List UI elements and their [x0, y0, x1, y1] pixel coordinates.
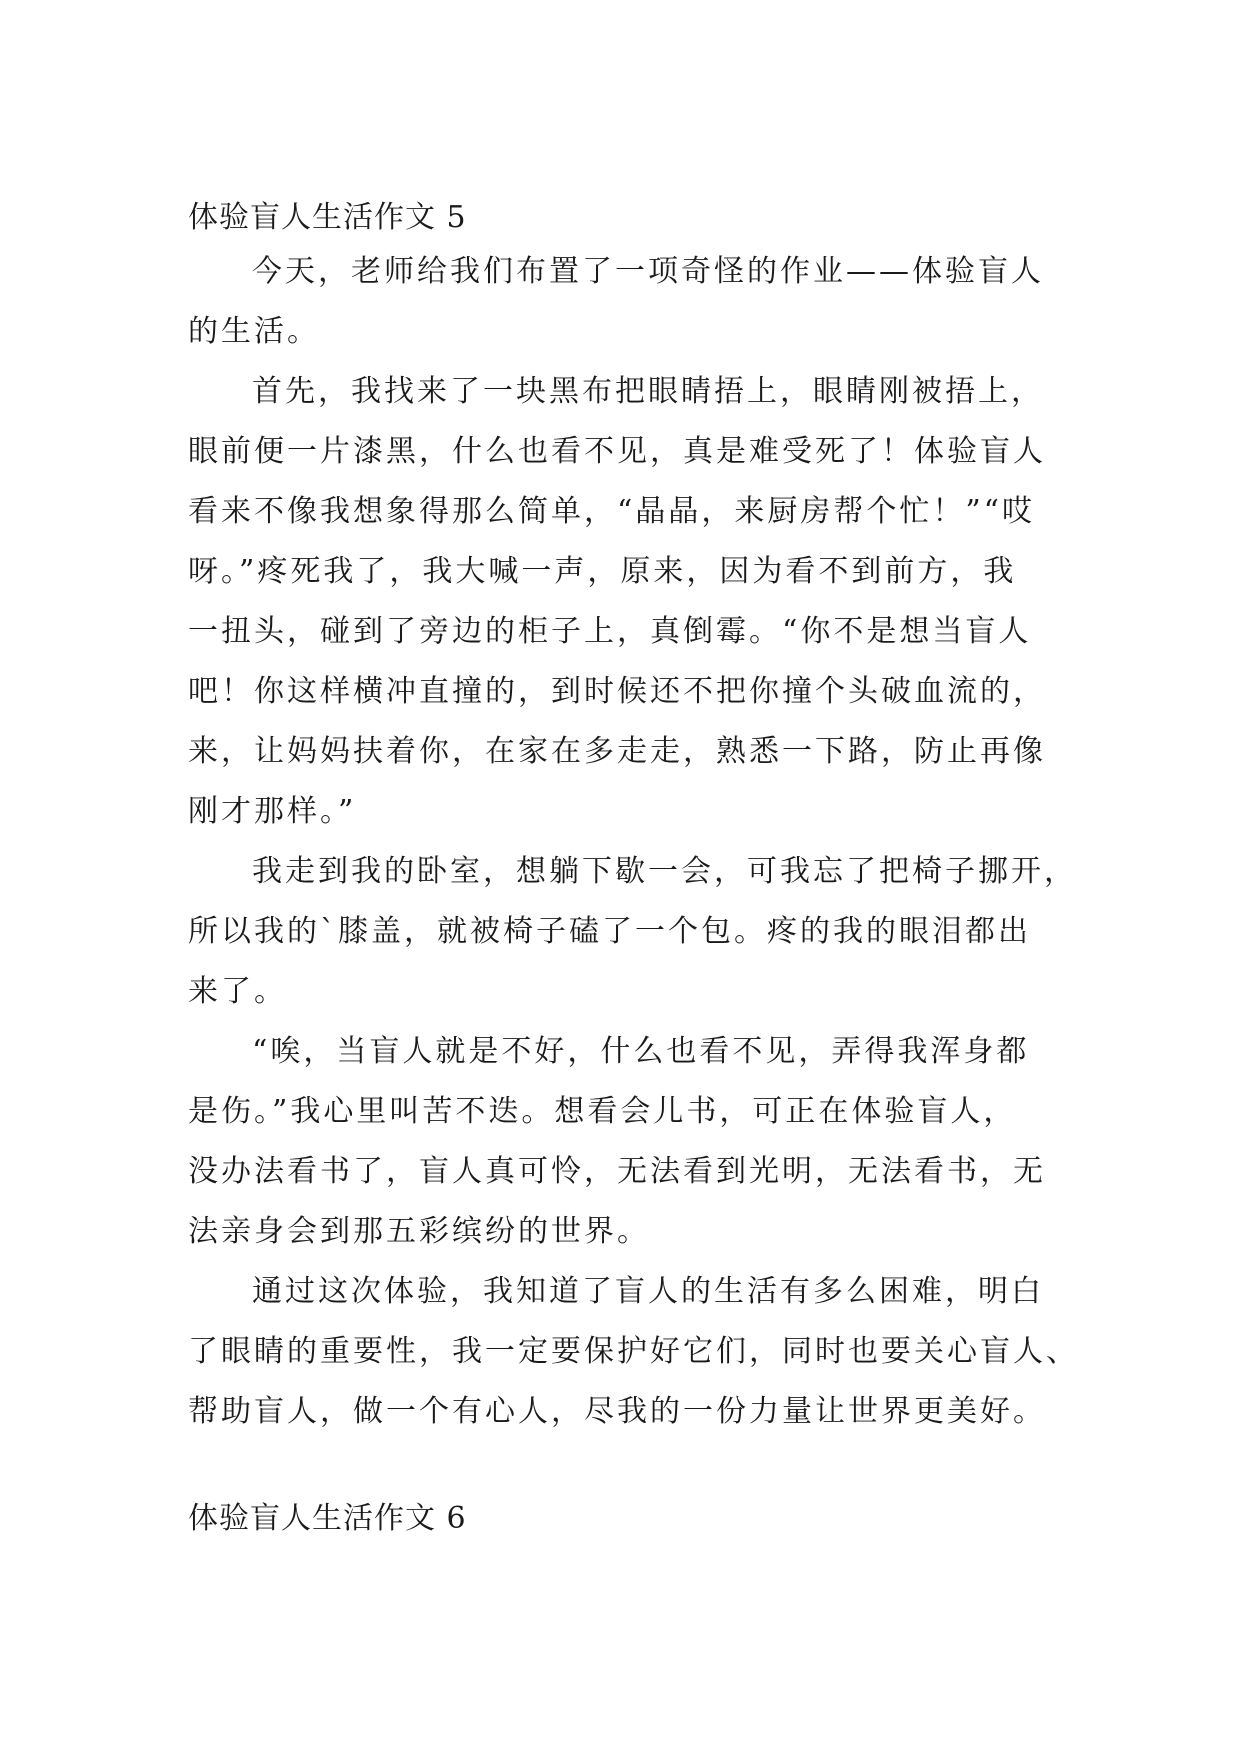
essay-6-title: 体验盲人生活作文 6: [188, 1501, 467, 1536]
paragraph-line: 来了。: [188, 974, 287, 1009]
paragraph-line: 通过这次体验，我知道了盲人的生活有多么困难，明白: [252, 1274, 1044, 1309]
paragraph-line: 帮助盲人，做一个有心人，尽我的一份力量让世界更美好。: [188, 1394, 1046, 1429]
paragraph-line: 刚才那样。”: [188, 794, 357, 829]
paragraph-line: 没办法看书了，盲人真可怜，无法看到光明，无法看书，无: [188, 1154, 1046, 1189]
essay-5-paragraph-3: [188, 842, 1077, 1022]
paragraph-line: 的生活。: [188, 314, 320, 349]
paragraph-line: 今天，老师给我们布置了一项奇怪的作业——体验盲人: [252, 254, 1044, 289]
paragraph-line: 法亲身会到那五彩缤纷的世界。: [188, 1214, 650, 1249]
paragraph-line: “唉，当盲人就是不好，什么也看不见，弄得我浑身都: [252, 1034, 1030, 1069]
paragraph-line: 吧！你这样横冲直撞的，到时候还不把你撞个头破血流的，: [188, 674, 1046, 709]
essay-5-body: [188, 242, 1079, 1442]
essay-5-paragraph-4: [188, 1022, 1053, 1262]
paragraph-line: 一扭头，碰到了旁边的柜子上，真倒霉。“你不是想当盲人: [188, 614, 1032, 649]
paragraph-line: 我走到我的卧室，想躺下歇一会，可我忘了把椅子挪开，: [252, 854, 1077, 889]
paragraph-line: 了眼睛的重要性，我一定要保护好它们，同时也要关心盲人、: [188, 1334, 1079, 1369]
paragraph-line: 是伤。”我心里叫苦不迭。想看会儿书，可正在体验盲人，: [188, 1094, 1017, 1129]
essay-5-paragraph-2: [188, 362, 1053, 842]
paragraph-line: 首先，我找来了一块黑布把眼睛捂上，眼睛刚被捂上，: [252, 374, 1044, 409]
essay-5-title: 体验盲人生活作文 5: [188, 200, 467, 235]
paragraph-line: 来，让妈妈扶着你，在家在多走走，熟悉一下路，防止再像: [188, 734, 1046, 769]
paragraph-line: 呀。”疼死我了，我大喊一声，原来，因为看不到前方，我: [188, 554, 1017, 589]
paragraph-line: 所以我的`膝盖，就被椅子磕了一个包。疼的我的眼泪都出: [188, 914, 1031, 949]
essay-5-paragraph-1: [188, 242, 1053, 362]
essay-5-paragraph-5: [188, 1262, 1079, 1442]
paragraph-line: 看来不像我想象得那么简单，“晶晶，来厨房帮个忙！”“哎: [188, 494, 1036, 529]
paragraph-line: 眼前便一片漆黑，什么也看不见，真是难受死了！体验盲人: [188, 434, 1046, 469]
